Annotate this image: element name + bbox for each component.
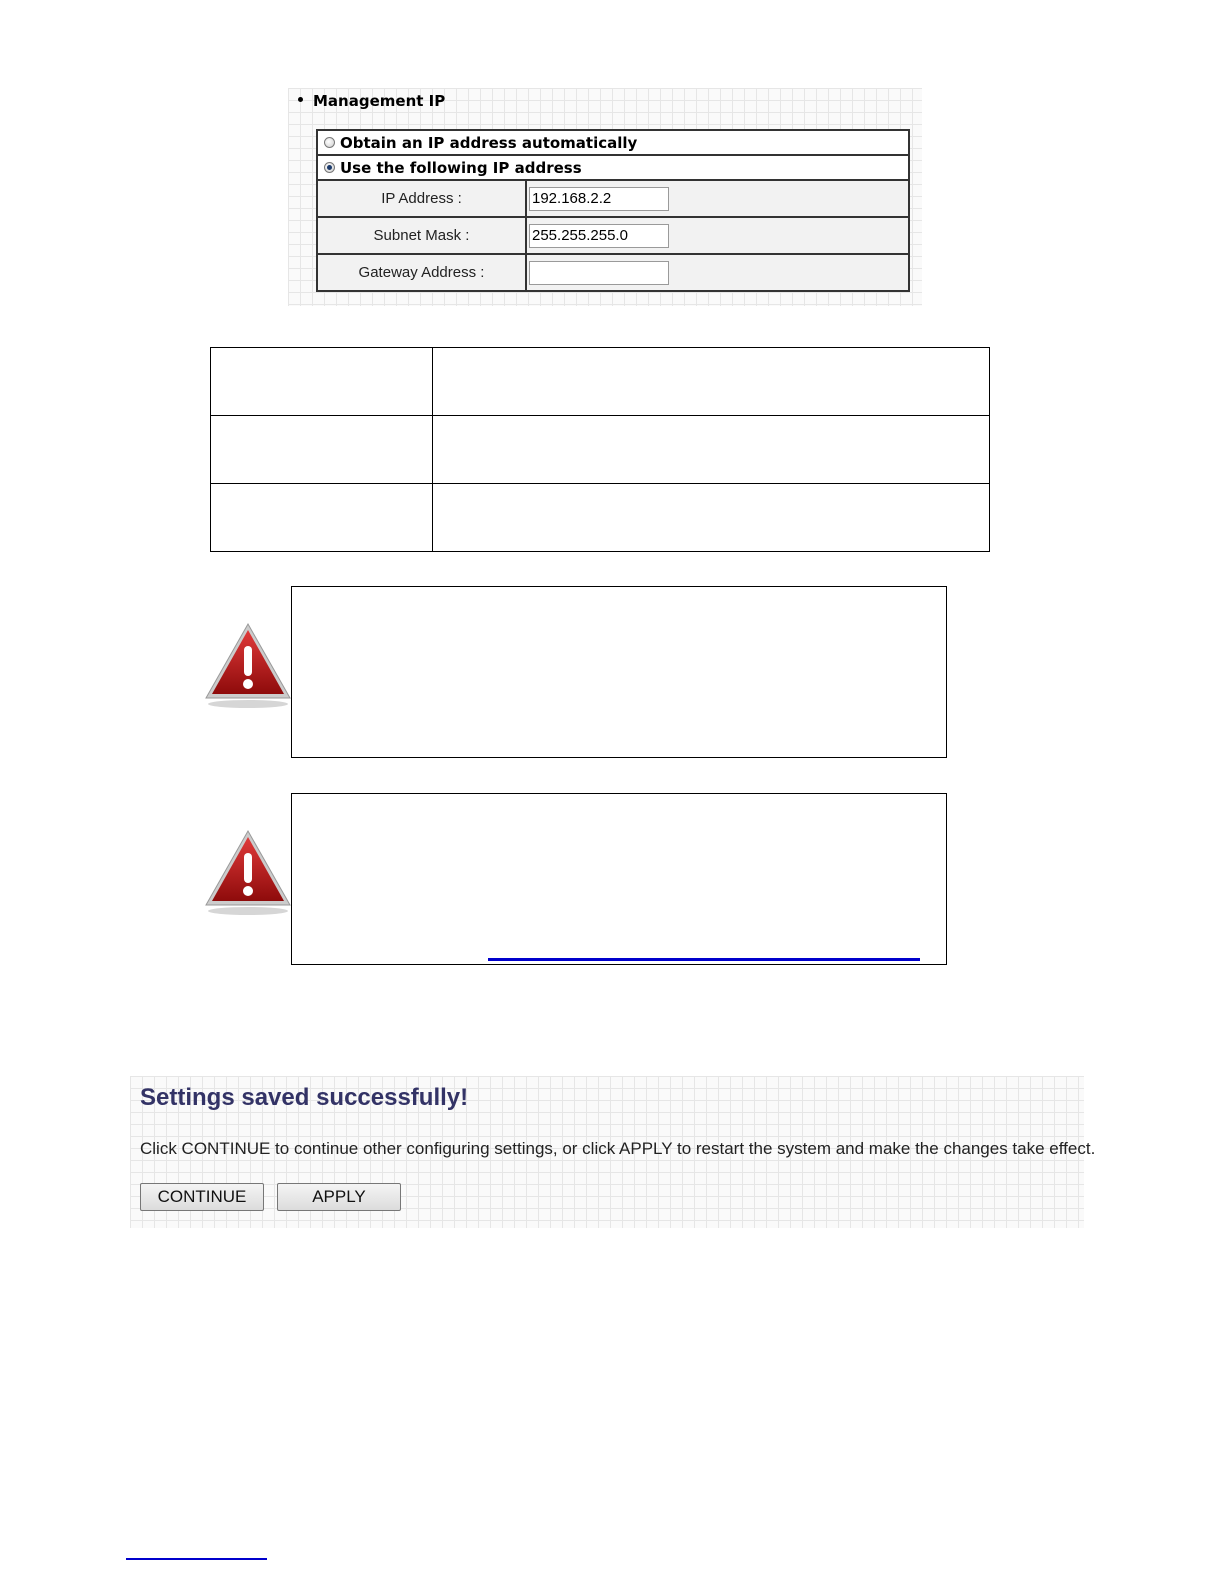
gateway-address-input[interactable]	[529, 261, 669, 285]
warning-note-box	[291, 586, 947, 758]
use-following-ip-label: Use the following IP address	[340, 158, 582, 177]
management-ip-form	[316, 129, 910, 292]
hyperlink-underline[interactable]	[488, 958, 920, 961]
settings-saved-panel	[130, 1076, 1096, 1228]
ip-address-input[interactable]	[529, 187, 669, 211]
obtain-automatically-label: Obtain an IP address automatically	[340, 133, 638, 152]
bullet-icon	[298, 97, 303, 102]
warning-note-box	[291, 793, 947, 965]
table-row	[211, 348, 990, 416]
subnet-mask-row	[318, 218, 908, 255]
gateway-address-label: Gateway Address :	[318, 255, 527, 290]
use-following-ip-option[interactable]	[318, 156, 908, 181]
subnet-mask-label: Subnet Mask :	[318, 218, 527, 253]
subnet-mask-input[interactable]	[529, 224, 669, 248]
table-row	[211, 484, 990, 552]
footer-hyperlink-underline[interactable]	[126, 1558, 267, 1560]
gateway-address-row	[318, 255, 908, 290]
table-cell	[433, 484, 990, 552]
settings-saved-title: Settings saved successfully!	[140, 1084, 469, 1111]
obtain-automatically-radio[interactable]	[324, 137, 335, 148]
management-ip-title: Management IP	[313, 92, 446, 110]
settings-saved-message: Click CONTINUE to continue other configuring settings, or click APPLY to restart the system and make the changes take effect.	[140, 1139, 1096, 1158]
table-cell	[211, 348, 433, 416]
use-following-ip-radio[interactable]	[324, 162, 335, 173]
management-ip-heading	[298, 92, 445, 110]
ip-address-row	[318, 181, 908, 218]
table-row	[211, 416, 990, 484]
table-cell	[433, 348, 990, 416]
table-cell	[433, 416, 990, 484]
table-cell	[211, 484, 433, 552]
continue-button[interactable]: CONTINUE	[140, 1183, 264, 1211]
warning-triangle-icon	[204, 620, 292, 710]
apply-button[interactable]: APPLY	[277, 1183, 401, 1211]
management-ip-panel	[288, 88, 922, 306]
ip-address-label: IP Address :	[318, 181, 527, 216]
warning-triangle-icon	[204, 827, 292, 917]
description-table	[210, 347, 990, 552]
table-cell	[211, 416, 433, 484]
obtain-automatically-option[interactable]	[318, 131, 908, 156]
